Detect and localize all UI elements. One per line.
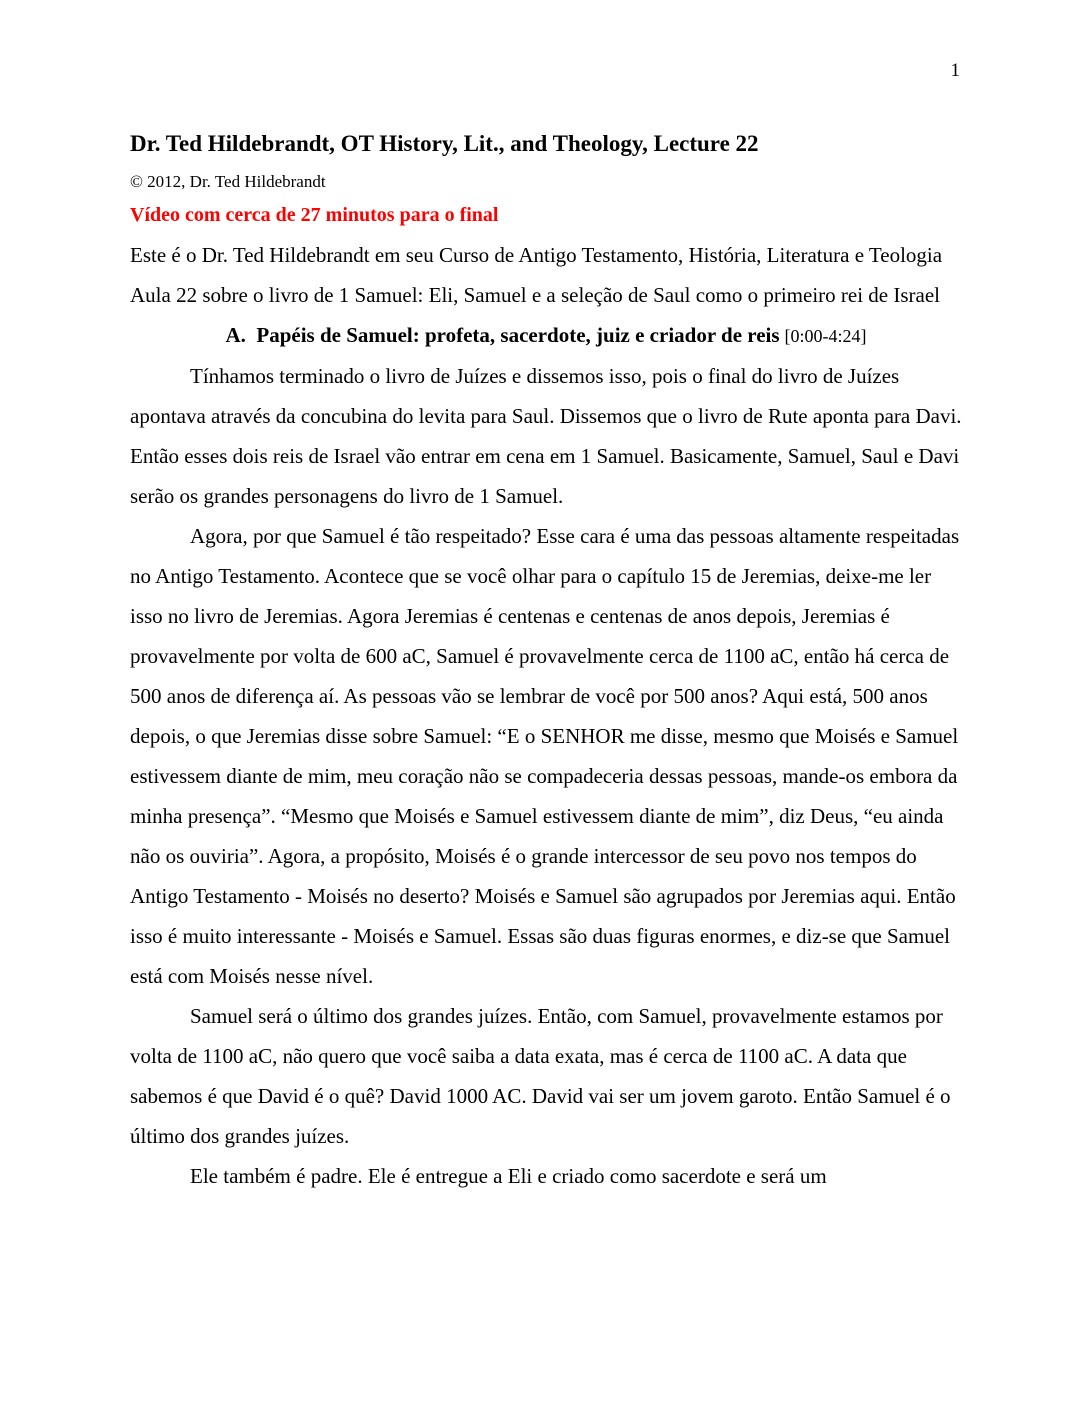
section-timestamp: [0:00-4:24] (784, 326, 867, 346)
copyright-line: © 2012, Dr. Ted Hildebrandt (130, 172, 326, 191)
body-paragraph: Samuel será o último dos grandes juízes. Então, com Samuel, provavelmente estamos por volta de 1100 aC, não quero que você saiba a data exata, mas é cerca de 1100 aC. A data que sabemos é que David é o quê? David 1000 AC. David vai ser um jovem garoto. Então Samuel é o último dos grandes juízes. (130, 1004, 951, 1148)
section-heading-text: A. Papéis de Samuel: profeta, sacerdote, juiz e criador de reis (225, 323, 780, 347)
video-note: Vídeo com cerca de 27 minutos para o final (130, 204, 499, 226)
body-paragraph: Tínhamos terminado o livro de Juízes e dissemos isso, pois o final do livro de Juízes apontava através da concubina do levita para Saul. Dissemos que o livro de Rute aponta para Davi. Então esses dois reis de Israel vão entrar em cena em 1 Samuel. Basicamente, Samuel, Saul e Davi serão os grandes personagens do livro de 1 Samuel. (130, 364, 962, 508)
intro-paragraph: Este é o Dr. Ted Hildebrandt em seu Curso de Antigo Testamento, História, Literatura e Teologia Aula 22 sobre o livro de 1 Samuel: Eli, Samuel e a seleção de Saul como o primeiro rei de Israel (130, 243, 943, 307)
document-title: Dr. Ted Hildebrandt, OT History, Lit., and Theology, Lecture 22 (130, 131, 759, 156)
page-number: 1 (950, 60, 960, 81)
body-paragraph: Ele também é padre. Ele é entregue a Eli e criado como sacerdote e será um (190, 1164, 827, 1188)
section-heading (130, 315, 962, 356)
body-paragraph: Agora, por que Samuel é tão respeitado? Esse cara é uma das pessoas altamente respeitadas no Antigo Testamento. Acontece que se você olhar para o capítulo 15 de Jeremias, deixe-me ler isso no livro de Jeremias. Agora Jeremias é centenas e centenas de anos depois, Jeremias é provavelmente por volta de 600 aC, Samuel é provavelmente cerca de 1100 aC, então há cerca de 500 anos de diferença aí. As pessoas vão se lembrar de você por 500 anos? Aqui está, 500 anos depois, o que Jeremias disse sobre Samuel: “E o SENHOR me disse, mesmo que Moisés e Samuel estivessem diante de mim, meu coração não se compadeceria dessas pessoas, mande-os embora da minha presença”. “Mesmo que Moisés e Samuel estivessem diante de mim”, diz Deus, “eu ainda não os ouviria”. Agora, a propósito, Moisés é o grande intercessor de seu povo nos tempos do Antigo Testamento - Moisés no deserto? Moisés e Samuel são agrupados por Jeremias aqui. Então isso é muito interessante - Moisés e Samuel. Essas são duas figuras enormes, e diz-se que Samuel está com Moisés nesse nível. (130, 524, 960, 988)
